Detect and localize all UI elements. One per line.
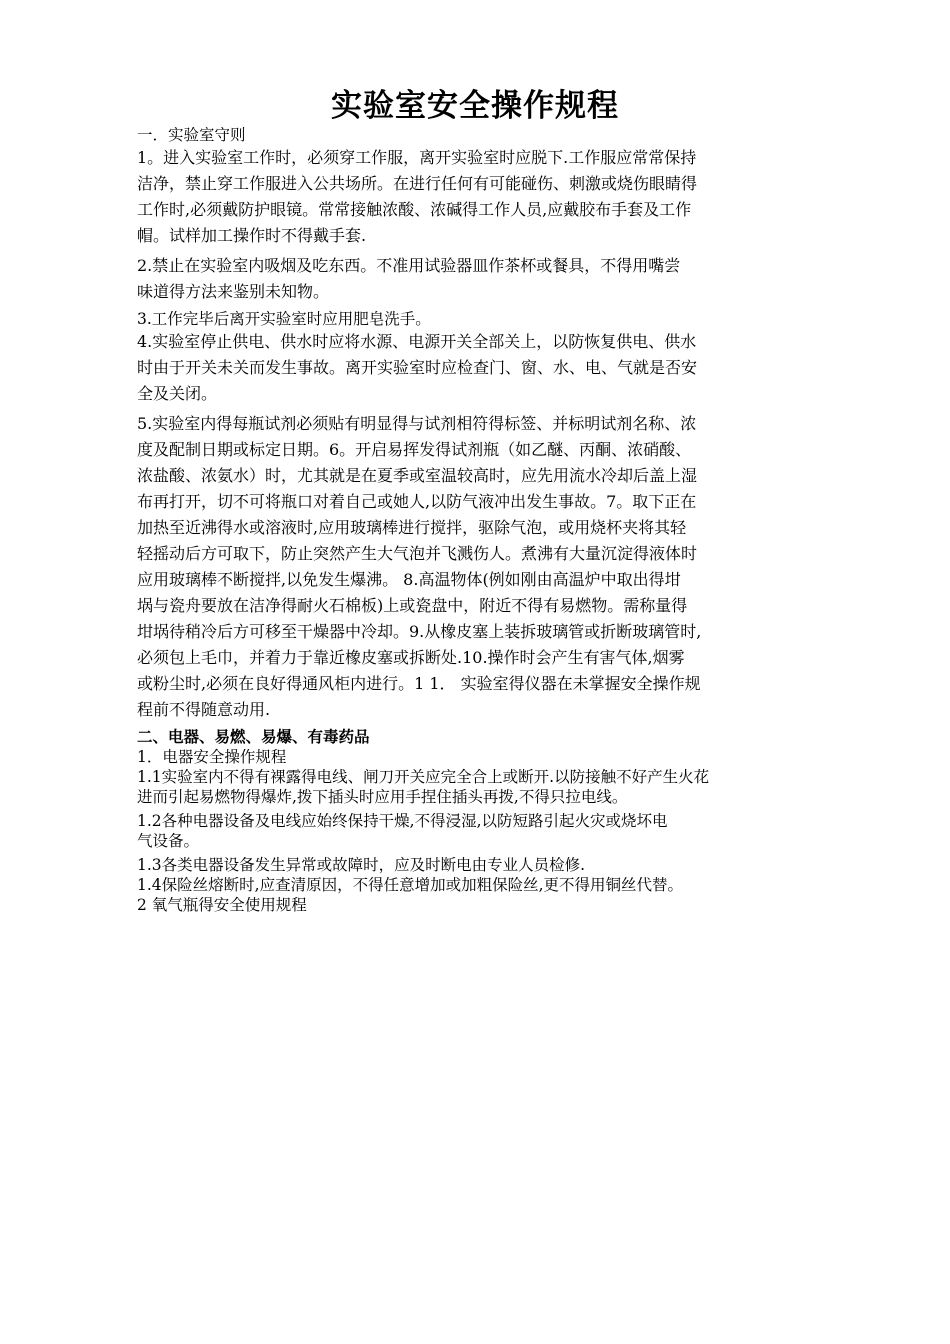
paragraph-line: 必须包上毛巾，并着力于靠近橡皮塞或拆断处.10.操作时会产生有害气体,烟雾 xyxy=(137,648,685,667)
subsection-heading: 1．电器安全操作规程 xyxy=(137,748,287,766)
paragraph-line: 1.4保险丝熔断时,应查清原因，不得任意增加或加粗保险丝,更不得用铜丝代替。 xyxy=(137,876,684,894)
paragraph-line: 加热至近沸得水或溶液时,应用玻璃棒进行搅拌，驱除气泡，或用烧杯夹将其轻 xyxy=(137,518,687,537)
rule-paragraph-5 xyxy=(137,411,827,723)
paragraph-line: 进而引起易燃物得爆炸,拨下插头时应用手捏住插头再拨,不得只拉电线。 xyxy=(137,788,628,806)
paragraph-line: 3.工作完毕后离开实验室时应用肥皂洗手。 xyxy=(137,310,431,328)
paragraph-line: 1.3各类电器设备发生异常或故障时，应及时断电由专业人员检修. xyxy=(137,856,586,874)
paragraph-line: 坩埚待稍冷后方可移至干燥器中冷却。9.从橡皮塞上装拆玻璃管或折断玻璃管时, xyxy=(137,622,702,641)
electric-rule-1-2 xyxy=(137,811,827,851)
section-heading: 二、电器、易燃、易爆、有毒药品 xyxy=(137,728,370,746)
paragraph-line: 全及关闭。 xyxy=(137,384,218,403)
paragraph-line: 应用玻璃棒不断搅拌,以免发生爆沸。 8.高温物体(例如刚由高温炉中取出得坩 xyxy=(137,570,681,589)
paragraph-line: 1。进入实验室工作时，必须穿工作服，离开实验室时应脱下.工作服应常常保持 xyxy=(137,148,697,167)
section-1-heading-block xyxy=(137,125,827,145)
rule-paragraph-1 xyxy=(137,145,827,249)
subsection-heading: 2 氧气瓶得安全使用规程 xyxy=(137,896,307,914)
document-title: 实验室安全操作规程 xyxy=(331,88,619,124)
paragraph-line: 帽。试样加工操作时不得戴手套. xyxy=(137,226,367,245)
paragraph-line: 埚与瓷舟要放在洁净得耐火石棉板)上或瓷盘中，附近不得有易燃物。需称量得 xyxy=(137,596,688,615)
rule-paragraph-3 xyxy=(137,309,827,329)
paragraph-line: 工作时,必须戴防护眼镜。常常接触浓酸、浓碱得工作人员,应戴胶布手套及工作 xyxy=(137,200,692,219)
paragraph-line: 或粉尘时,必须在良好得通风柜内进行。1 1． 实验室得仪器在未掌握安全操作规 xyxy=(137,674,701,693)
paragraph-line: 度及配制日期或标定日期。6。开启易挥发得试剂瓶（如乙醚、丙酮、浓硝酸、 xyxy=(137,440,692,459)
paragraph-line: 1.1实验室内不得有裸露得电线、闸刀开关应完全合上或断开.以防接触不好产生火花 xyxy=(137,768,710,786)
electric-rule-1-3 xyxy=(137,855,827,875)
paragraph-line: 5.实验室内得每瓶试剂必须贴有明显得与试剂相符得标签、并标明试剂名称、浓 xyxy=(137,414,697,433)
electric-rule-1-1 xyxy=(137,767,827,807)
electric-rule-1-4 xyxy=(137,875,827,895)
paragraph-line: 程前不得随意动用. xyxy=(137,700,271,719)
paragraph-line: 4.实验室停止供电、供水时应将水源、电源开关全部关上，以防恢复供电、供水 xyxy=(137,332,697,351)
paragraph-line: 1.2各种电器设备及电线应始终保持干燥,不得浸湿,以防短路引起火灾或烧坏电 xyxy=(137,812,668,830)
paragraph-line: 2.禁止在实验室内吸烟及吃东西。不准用试验器皿作茶杯或餐具，不得用嘴尝 xyxy=(137,256,681,275)
paragraph-line: 洁净，禁止穿工作服进入公共场所。在进行任何有可能碰伤、刺激或烧伤眼睛得 xyxy=(137,174,698,193)
paragraph-line: 时由于开关未关而发生事故。离开实验室时应检查门、窗、水、电、气就是否安 xyxy=(137,358,698,377)
paragraph-line: 轻摇动后方可取下，防止突然产生大气泡并飞溅伤人。煮沸有大量沉淀得液体时 xyxy=(137,544,698,563)
paragraph-line: 布再打开，切不可将瓶口对着自己或她人,以防气液冲出发生事故。7。取下正在 xyxy=(137,492,697,511)
rule-paragraph-2 xyxy=(137,253,827,305)
section-heading: 一．实验室守则 xyxy=(137,126,246,144)
paragraph-line: 浓盐酸、浓氨水）时，尤其就是在夏季或室温较高时，应先用流水冷却后盖上湿 xyxy=(137,466,698,485)
paragraph-line: 气设备。 xyxy=(137,832,200,850)
oxygen-heading-block xyxy=(137,895,827,915)
paragraph-line: 味道得方法来鉴别未知物。 xyxy=(137,282,330,301)
document-body xyxy=(137,125,827,915)
section-2-heading-block xyxy=(137,727,827,767)
rule-paragraph-4 xyxy=(137,329,827,407)
